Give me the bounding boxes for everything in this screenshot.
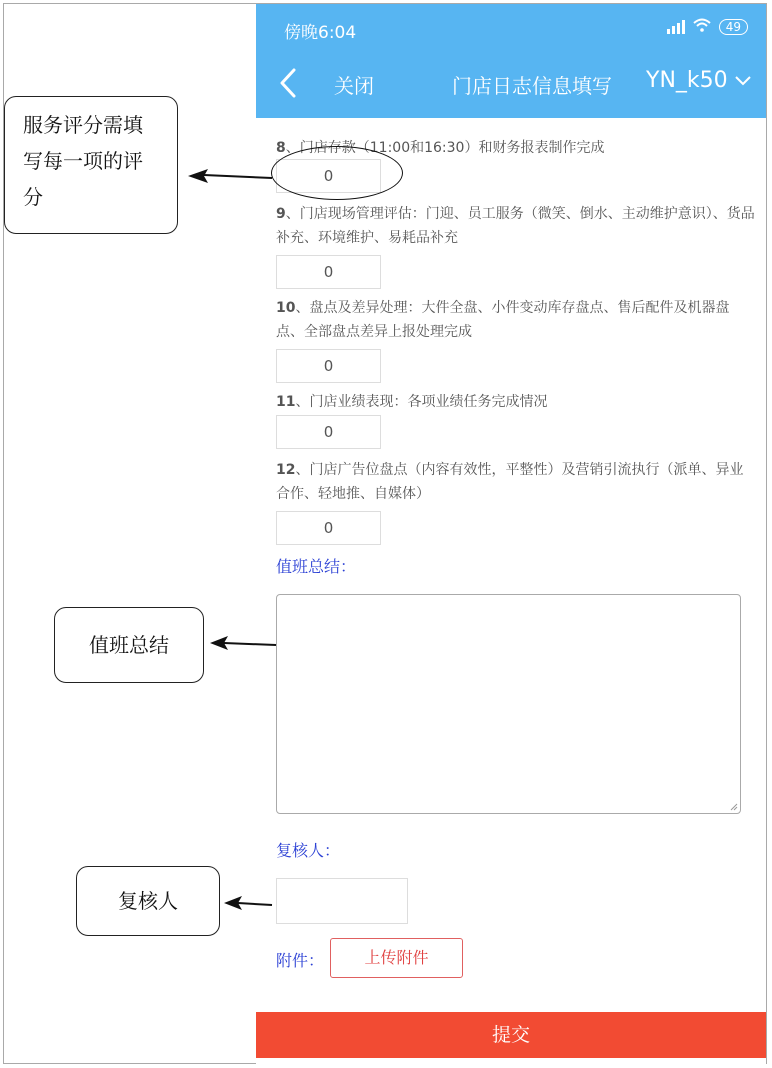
reviewer-label: 复核人： bbox=[276, 841, 341, 860]
chevron-down-icon bbox=[734, 68, 752, 93]
close-button[interactable]: 关闭 bbox=[334, 74, 374, 98]
page-title: 门店日志信息填写 bbox=[452, 74, 612, 98]
question-12-score[interactable]: 0 bbox=[276, 511, 381, 545]
question-11-label: 11、门店业绩表现：各项业绩任务完成情况 bbox=[276, 394, 548, 410]
attachment-label: 附件： bbox=[276, 951, 325, 970]
resize-handle-icon[interactable] bbox=[730, 803, 738, 811]
status-icons bbox=[667, 18, 748, 36]
arrow-left-icon bbox=[222, 893, 274, 913]
question-9-label: 9、门店现场管理评估：门迎、员工服务（微笑、倒水、主动维护意识）、货品补充、环境维护、易耗品补充 bbox=[276, 206, 755, 246]
app-bar bbox=[256, 4, 766, 118]
question-8-score[interactable]: 0 bbox=[276, 159, 381, 193]
score-highlight-ellipse bbox=[271, 146, 403, 200]
reviewer-input[interactable] bbox=[276, 878, 408, 924]
reviewer-note-callout bbox=[76, 866, 220, 936]
account-name: YN_k50 bbox=[646, 68, 728, 93]
question-8-label: 8、门店存款（11:00和16:30）和财务报表制作完成 bbox=[276, 140, 605, 156]
battery-icon: 49 bbox=[719, 19, 748, 35]
question-10-label: 10、盘点及差异处理：大件全盘、小件变动库存盘点、售后配件及机器盘点、全部盘点差异上报处理完成 bbox=[276, 300, 730, 340]
score-note-text: 服务评分需填写每一项的评分 bbox=[23, 113, 143, 209]
question-12-label: 12、门店广告位盘点（内容有效性，平整性）及营销引流执行（派单、异业合作、轻地推、自媒体） bbox=[276, 462, 744, 502]
question-11-score[interactable]: 0 bbox=[276, 415, 381, 449]
submit-button[interactable]: 提交 bbox=[256, 1012, 766, 1058]
status-time: 傍晚6:04 bbox=[284, 23, 357, 43]
summary-note-text: 值班总结 bbox=[89, 633, 169, 657]
summary-note-callout bbox=[54, 607, 204, 683]
wifi-icon bbox=[693, 18, 711, 36]
chevron-left-icon[interactable] bbox=[276, 66, 306, 100]
account-switcher[interactable] bbox=[646, 68, 752, 93]
reviewer-note-text: 复核人 bbox=[118, 889, 178, 913]
summary-label: 值班总结： bbox=[276, 557, 357, 576]
score-note-callout bbox=[4, 96, 178, 234]
summary-textarea[interactable] bbox=[276, 594, 741, 814]
arrow-left-icon bbox=[206, 633, 278, 653]
question-9-score[interactable]: 0 bbox=[276, 255, 381, 289]
arrow-left-icon bbox=[184, 166, 274, 186]
upload-attachment-button[interactable]: 上传附件 bbox=[330, 938, 463, 978]
signal-icon bbox=[667, 20, 685, 34]
question-10-score[interactable]: 0 bbox=[276, 349, 381, 383]
